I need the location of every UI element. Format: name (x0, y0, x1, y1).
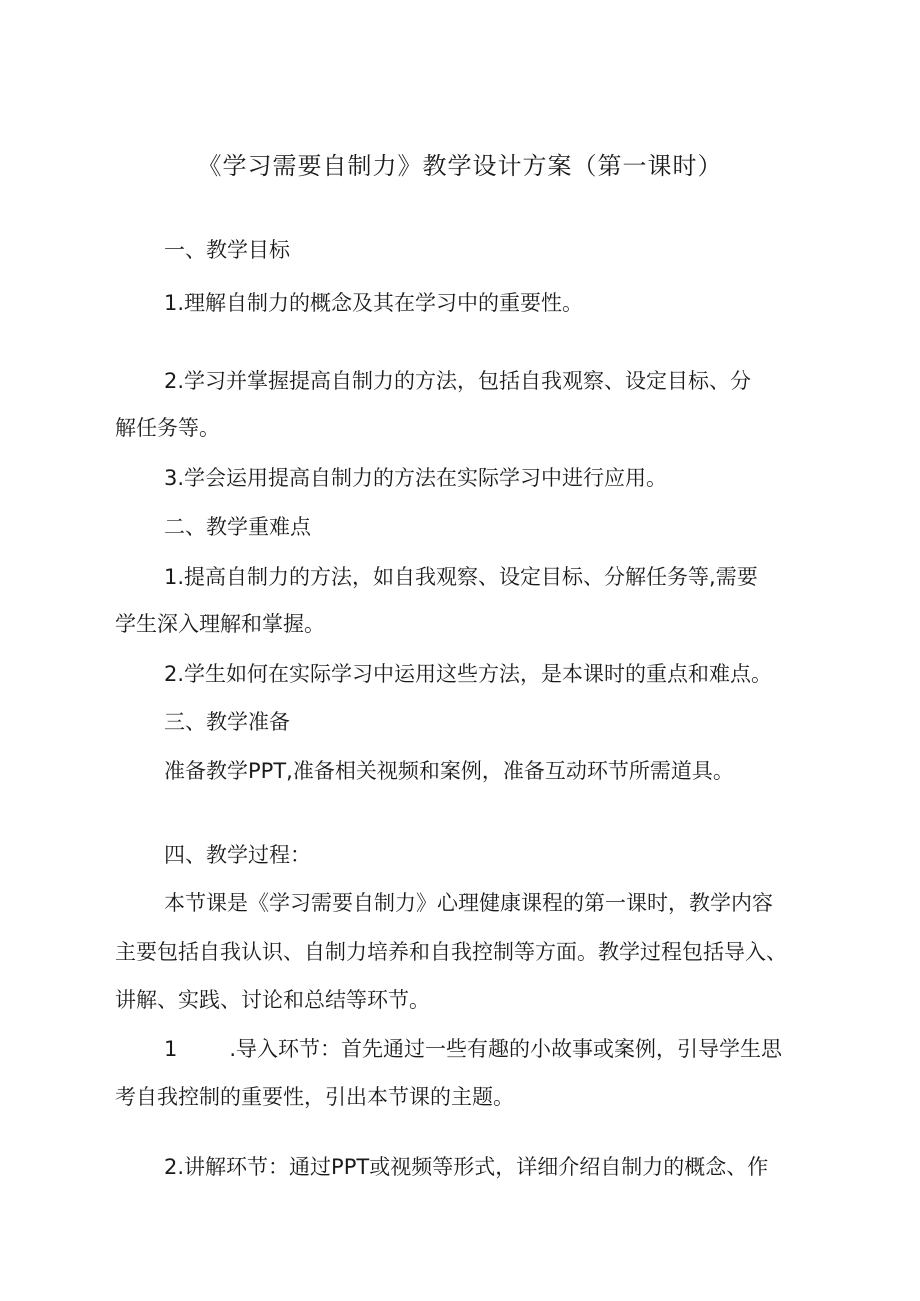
section-heading-preparation: 三、教学准备 (164, 710, 290, 734)
process-step-2-line1: 2.讲解环节：通过PPT或视频等形式，详细介绍自制力的概念、作 (164, 1155, 769, 1179)
document-title: 《学习需要自制力》教学设计方案（第一课时） (197, 152, 723, 180)
process-step-1-number: 1 (164, 1037, 178, 1061)
goal-item-3: 3.学会运用提高自制力的方法在实际学习中进行应用。 (164, 466, 668, 490)
section-heading-goals: 一、教学目标 (164, 238, 290, 262)
goal-item-2-line2: 解任务等。 (115, 416, 220, 440)
key-point-1-line2: 学生深入理解和掌握。 (115, 612, 325, 636)
process-step-1-line1 (164, 1034, 782, 1064)
key-point-1-line1: 1.提高自制力的方法，如自我观察、设定目标、分解任务等,需要 (164, 565, 758, 589)
preparation-text: 准备教学PPT,准备相关视频和案例，准备互动环节所需道具。 (164, 759, 734, 783)
key-point-2: 2.学生如何在实际学习中运用这些方法，是本课时的重点和难点。 (164, 662, 773, 686)
process-intro-line1: 本节课是《学习需要自制力》心理健康课程的第一课时，教学内容 (164, 891, 773, 915)
process-step-1-text: .导入环节：首先通过一些有趣的小故事或案例，引导学生思 (229, 1037, 783, 1061)
goal-item-2-line1: 2.学习并掌握提高自制力的方法，包括自我观察、设定目标、分 (164, 369, 752, 393)
goal-item-1: 1.理解自制力的概念及其在学习中的重要性。 (164, 291, 584, 315)
process-intro-line3: 讲解、实践、讨论和总结等环节。 (115, 988, 430, 1012)
process-intro-line2: 主要包括自我认识、自制力培养和自我控制等方面。教学过程包括导入、 (115, 940, 787, 964)
section-heading-process: 四、教学过程： (164, 843, 311, 867)
process-step-1-line2: 考自我控制的重要性，引出本节课的主题。 (115, 1085, 514, 1109)
section-heading-key-points: 二、教学重难点 (164, 515, 311, 539)
